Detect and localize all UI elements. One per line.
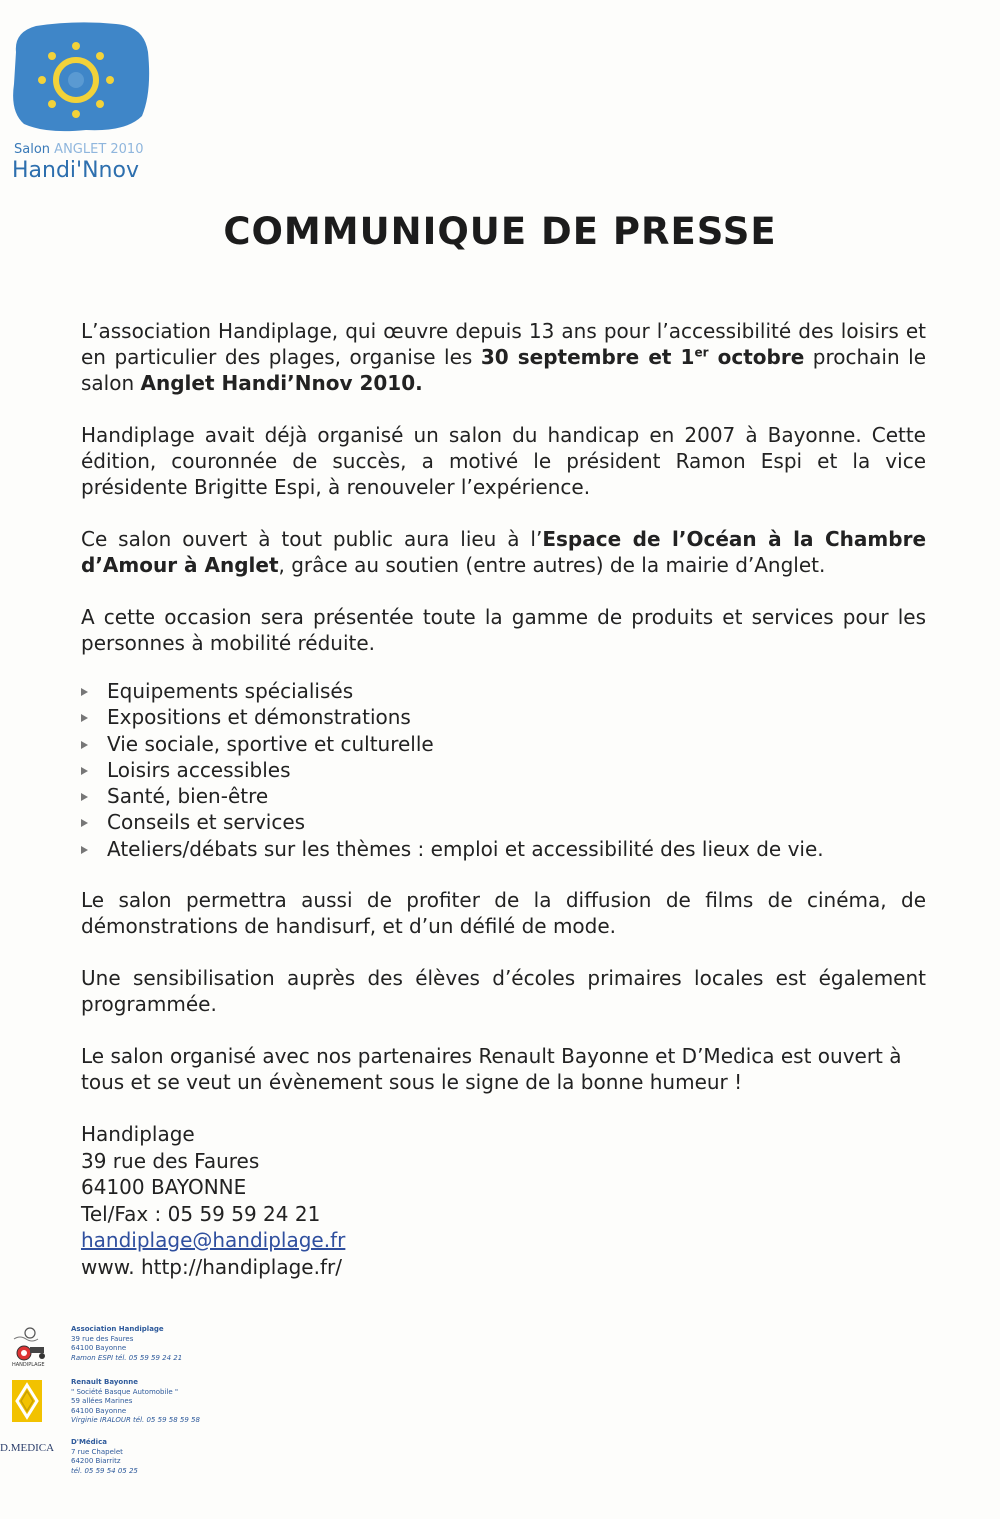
contact-phone: Tel/Fax : 05 59 59 24 21 [81,1201,321,1226]
renault-logo [8,1378,56,1424]
triangle-bullet-icon [81,819,88,827]
triangle-bullet-icon [81,846,88,854]
contact-name: Handiplage [81,1122,195,1147]
partners-paragraph: Le salon organisé avec nos partenaires Renault Bayonne et D’Medica est ouvert à tous et se veut un évènement sous le signe de la bonne humeur ! [81,1044,902,1095]
logo-subtitle: Salon ANGLET 2010 [14,142,144,157]
contact-block [81,1121,926,1280]
intro-paragraph: L’association Handiplage, qui œuvre depuis 13 ans pour l’accessibilité des loisirs et en particulier des plages, organise les 30 septembre et 1er octobre prochain le salon Anglet Handi’Nnov 2010. [81,319,926,395]
list-item: Conseils et services [81,809,926,835]
page-title: COMMUNIQUE DE PRESSE [223,210,777,253]
list-item: Vie sociale, sportive et culturelle [81,731,926,757]
list-item: Expositions et démonstrations [81,704,926,730]
theme-list [81,678,926,862]
sun-logo-icon [6,12,156,142]
email-link[interactable]: handiplage@handiplage.fr [81,1228,346,1253]
history-paragraph: Handiplage avait déjà organisé un salon du handicap en 2007 à Bayonne. Cette édition, couronnée de succès, a motivé le président Ramon Espi et la vice présidente Brigitte Espi, à renouveler l’expérience. [81,423,926,499]
schools-paragraph: Une sensibilisation auprès des élèves d’écoles primaires locales est également programmée. [81,966,926,1017]
dmedica-logo: D.MEDICA [0,1442,55,1454]
partner-info: Renault Bayonne " Société Basque Automobile " 59 allées Marines 64100 Bayonne Virginie IRALOUR tél. 05 59 58 59 58 [71,1378,200,1424]
handiplage-logo: HANDIPLAGE [8,1325,56,1371]
list-item: Loisirs accessibles [81,757,926,783]
partner-info: Association Handiplage 39 rue des Faures 64100 Bayonne Ramon ESPI tél. 05 59 59 24 21 [71,1325,183,1362]
triangle-bullet-icon [81,688,88,696]
venue-paragraph: Ce salon ouvert à tout public aura lieu à l’Espace de l’Océan à la Chambre d’Amour à Anglet, grâce au soutien (entre autres) de la mairie d’Anglet. [81,527,927,577]
renault-diamond-icon [8,1378,56,1426]
offer-paragraph: A cette occasion sera présentée toute la gamme de produits et services pour les personnes à mobilité réduite. [81,605,926,655]
partner-info: D'Médica 7 rue Chapelet 64200 Biarritz tél. 05 59 54 05 25 [71,1438,138,1475]
salon-logo [6,12,156,182]
triangle-bullet-icon [81,741,88,749]
list-item: Equipements spécialisés [81,678,926,704]
triangle-bullet-icon [81,793,88,801]
program-paragraph: Le salon permettra aussi de profiter de la diffusion de films de cinéma, de démonstrations de handisurf, et d’un défilé de mode. [81,888,926,939]
triangle-bullet-icon [81,714,88,722]
website-text: www. http://handiplage.fr/ [81,1254,342,1279]
contact-street: 39 rue des Faures [81,1148,260,1173]
contact-city: 64100 BAYONNE [81,1175,247,1200]
list-item: Ateliers/débats sur les thèmes : emploi et accessibilité des lieux de vie. [81,836,926,862]
logo-brand: Handi'Nnov [12,158,139,183]
list-item: Santé, bien-être [81,783,926,809]
beach-wheelchair-icon [8,1325,56,1363]
triangle-bullet-icon [81,767,88,775]
press-release-body [81,318,926,1280]
